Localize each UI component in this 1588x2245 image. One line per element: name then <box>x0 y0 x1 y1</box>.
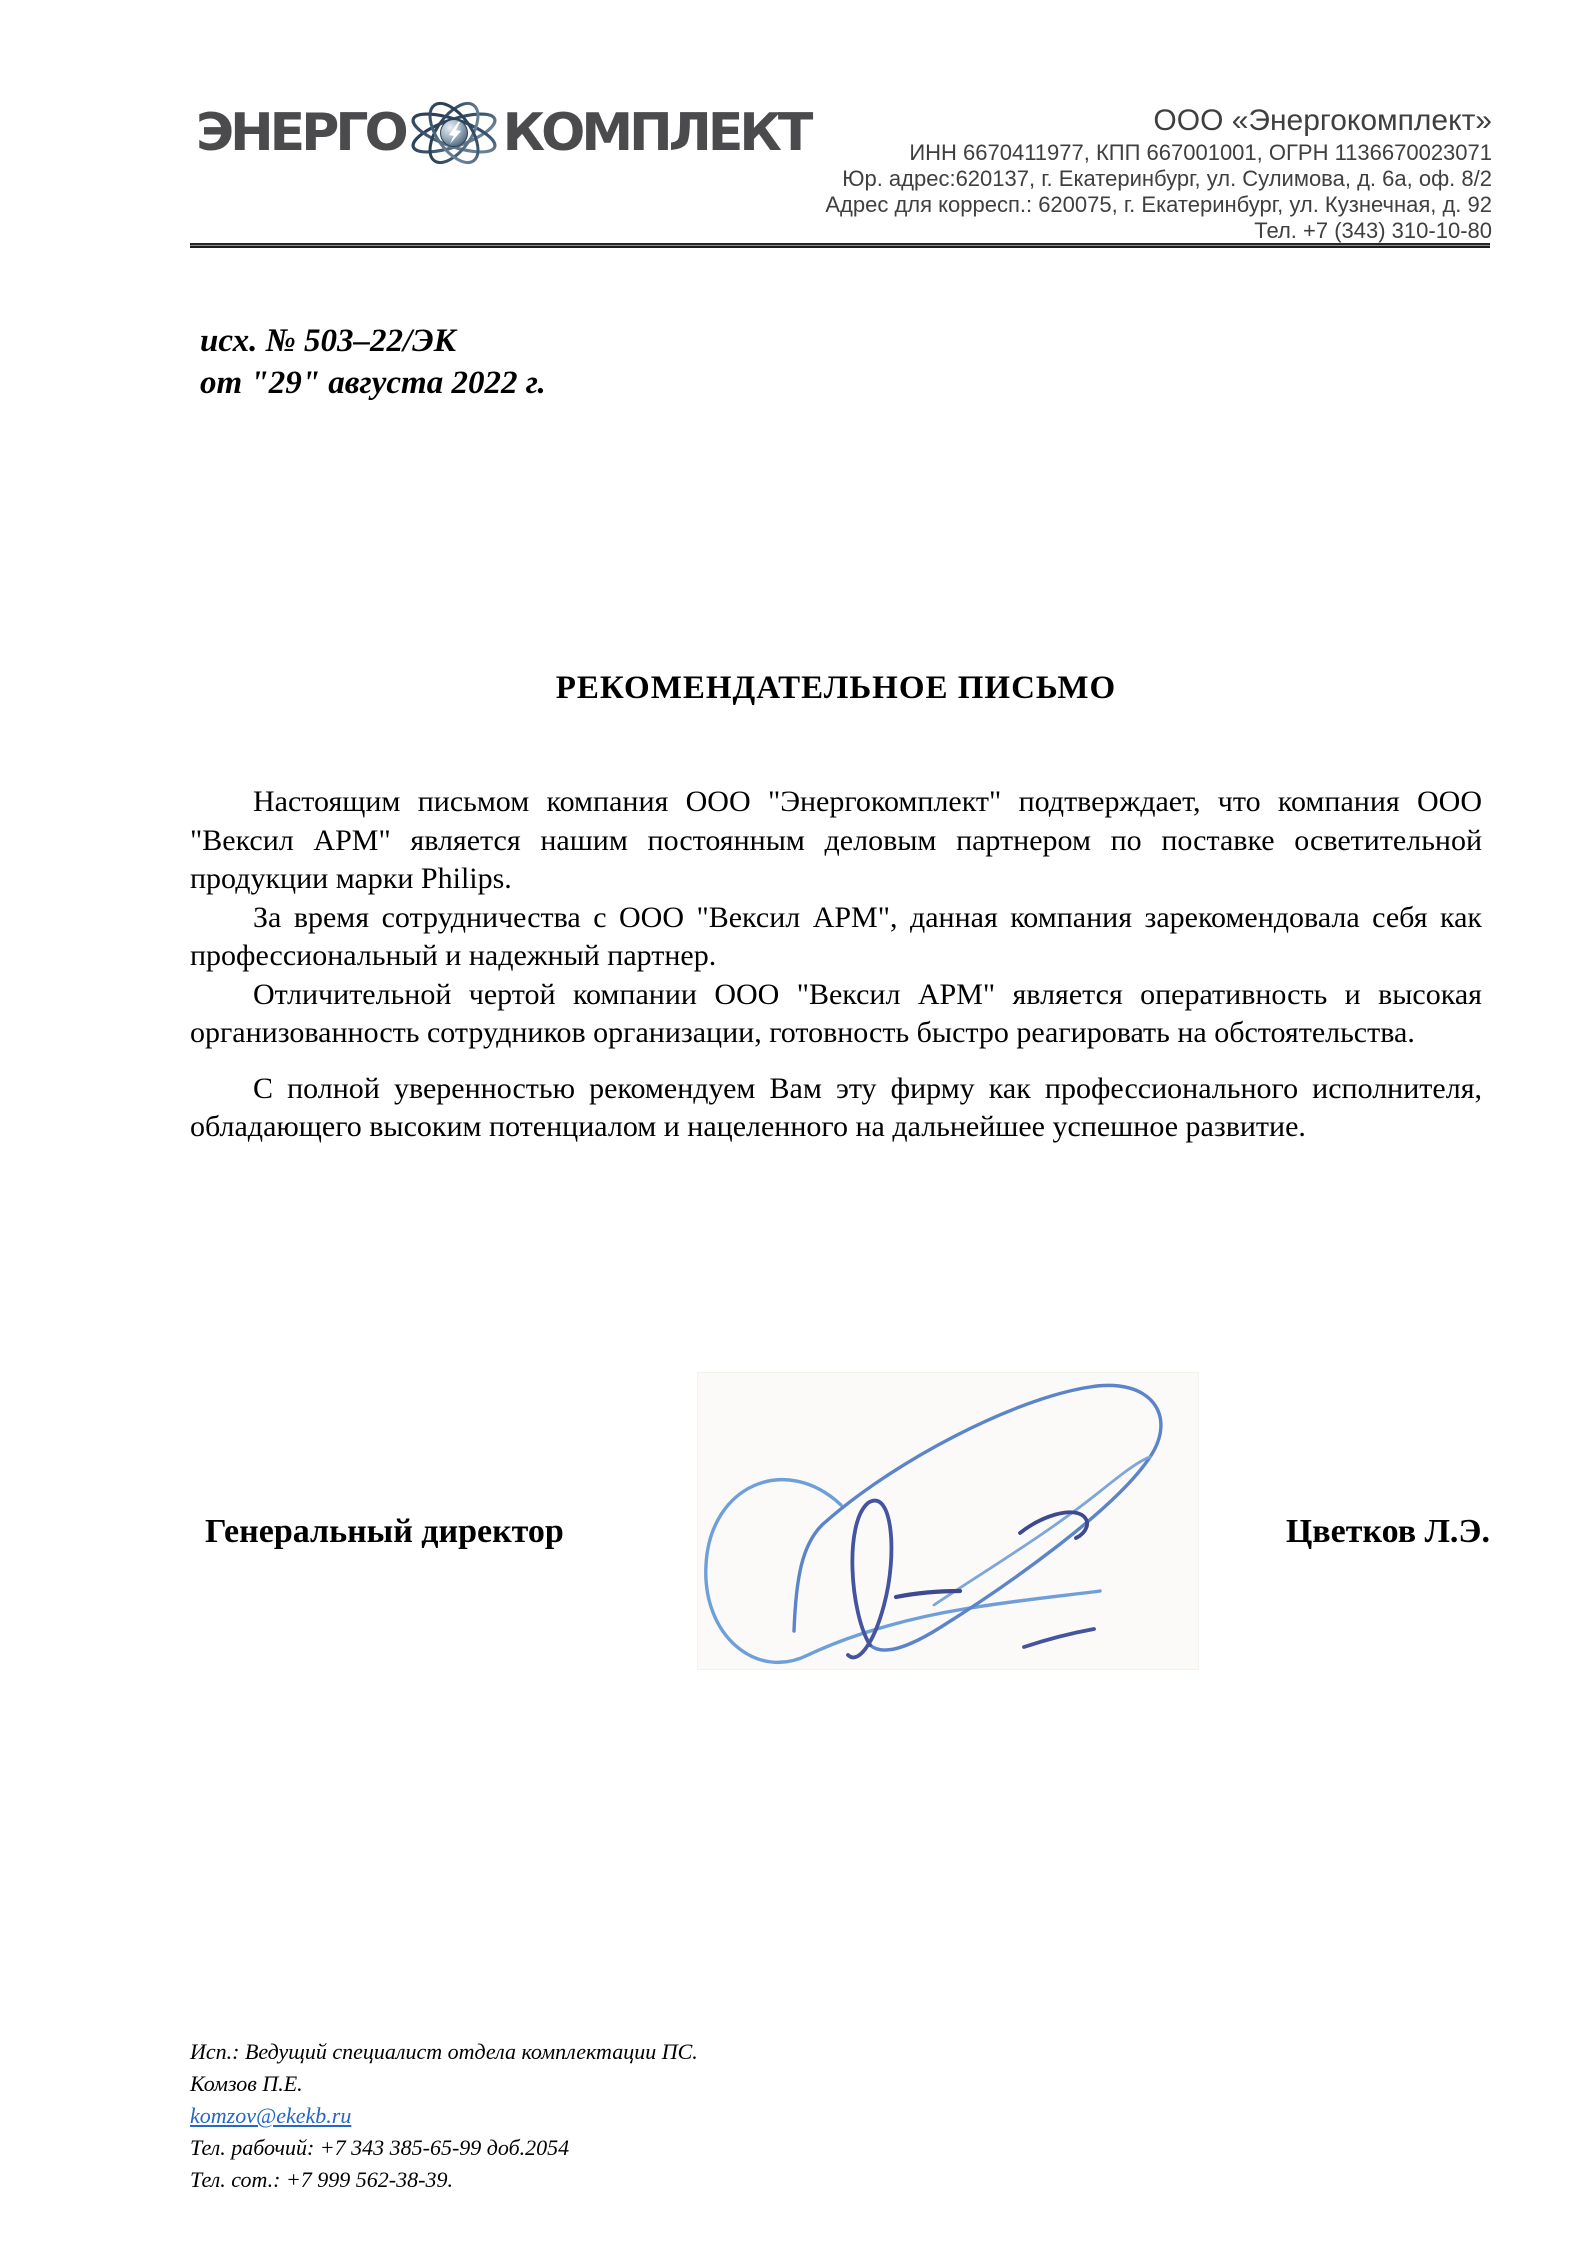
footer-phone-mobile: Тел. сот.: +7 999 562-38-39. <box>190 2167 453 2192</box>
body-paragraph: С полной уверенностью рекомендуем Вам эту фирму как профессионального исполнителя, обладающего высоким потенциалом и нацеленного на дальнейшее успешное развитие. <box>190 1071 1482 1143</box>
company-info <box>825 105 1492 244</box>
atom-lightning-icon <box>408 98 500 168</box>
director-position-label: Генеральный директор <box>205 1513 564 1550</box>
footer-executor-block <box>190 2036 698 2196</box>
body-paragraph: Настоящим письмом компания ООО "Энергокомплект" подтверждает, что компания ООО "Вексил АРМ" является нашим постоянным деловым партнером по поставке осветительной продукции марки Philips. <box>190 785 1482 895</box>
body-paragraph: Отличительной чертой компании ООО "Вексил АРМ" является оперативность и высокая организованность сотрудников организации, готовность быстро реагировать на обстоятельства. <box>190 977 1482 1049</box>
company-legal-address-line: Юр. адрес:620137, г. Екатеринбург, ул. Сулимова, д. 6а, оф. 8/2 <box>842 166 1492 191</box>
letterhead-divider <box>190 243 1490 248</box>
letter-title: РЕКОМЕНДАТЕЛЬНОЕ ПИСЬМО <box>555 670 1117 706</box>
logo-text-komplekt: КОМПЛЕКТ <box>502 103 810 163</box>
footer-executor-line: Исп.: Ведущий специалист отдела комплектации ПС. <box>190 2039 698 2064</box>
company-logo <box>196 96 809 170</box>
company-phone-line: Тел. +7 (343) 310-10-80 <box>1254 218 1492 243</box>
company-name: ООО «Энергокомплект» <box>1153 104 1492 137</box>
director-name: Цветков Л.Э. <box>1285 1513 1490 1550</box>
letter-body <box>190 783 1482 1147</box>
body-paragraph: За время сотрудничества с ООО "Вексил АРМ", данная компания зарекомендовала себя как профессиональный и надежный партнер. <box>190 900 1482 972</box>
signature-image <box>697 1372 1199 1670</box>
company-postal-address-line: Адрес для корресп.: 620075, г. Екатеринбург, ул. Кузнечная, д. 92 <box>825 192 1492 217</box>
reference-number: исх. № 503–22/ЭК <box>200 323 457 359</box>
footer-phone-work: Тел. рабочий: +7 343 385-65-99 доб.2054 <box>190 2135 570 2160</box>
footer-email-link[interactable]: komzov@ekekb.ru <box>190 2103 352 2128</box>
reference-date: от "29" августа 2022 г. <box>200 365 546 401</box>
footer-executor-name: Комзов П.Е. <box>190 2071 303 2096</box>
reference-block <box>200 320 546 404</box>
handwritten-signature-icon <box>698 1373 1198 1669</box>
logo-text-energo: ЭНЕРГО <box>196 103 405 163</box>
company-registration-line: ИНН 6670411977, КПП 667001001, ОГРН 1136670023071 <box>909 140 1492 165</box>
